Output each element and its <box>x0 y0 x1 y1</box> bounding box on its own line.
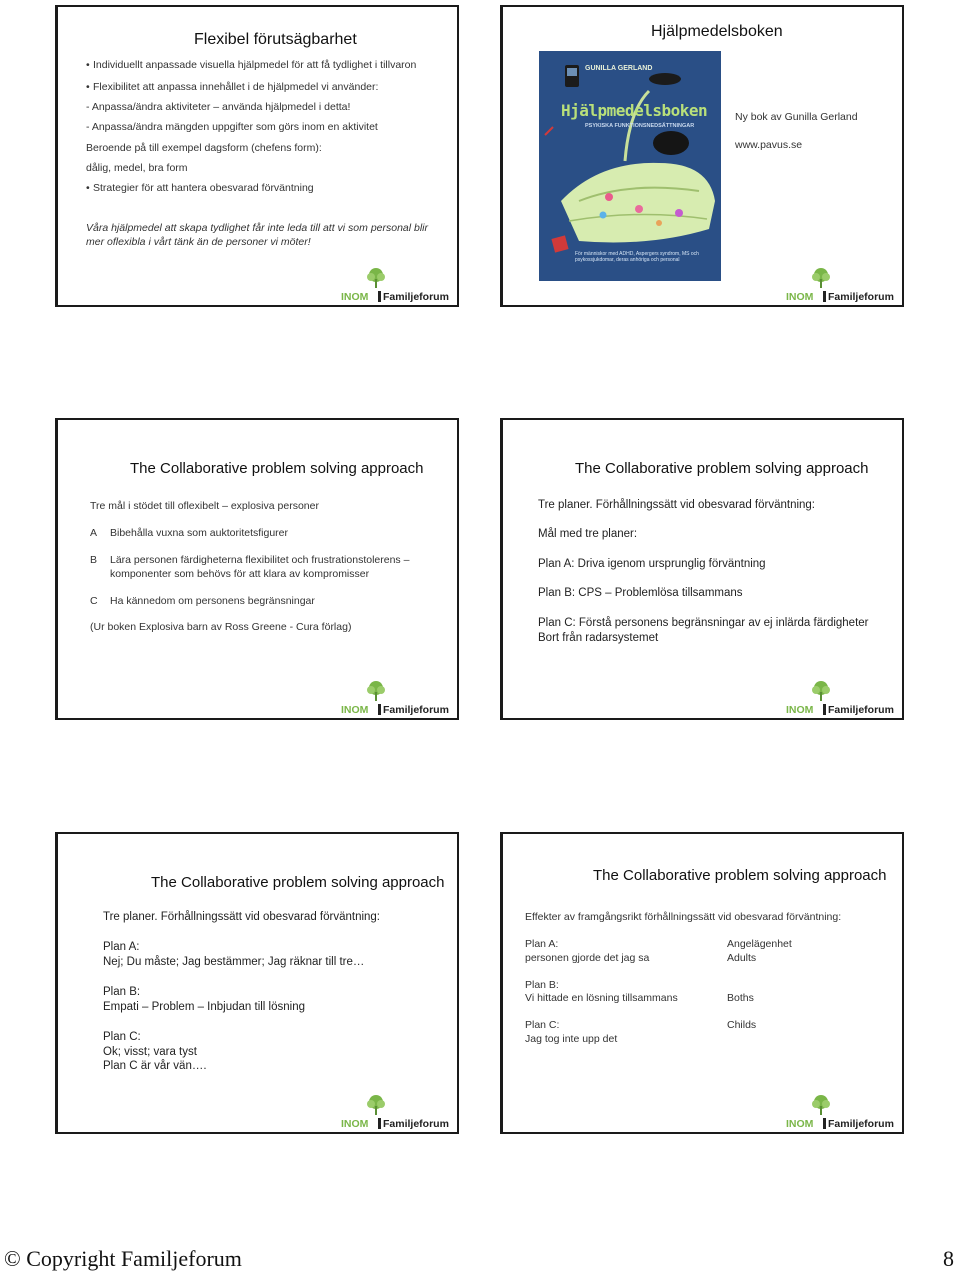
italic-note: Våra hjälpmedel att skapa tydlighet får inte leda till att vi som personal blir <box>86 222 429 234</box>
tree-icon <box>365 680 387 702</box>
tree-icon <box>810 1094 832 1116</box>
page-number: 8 <box>943 1246 954 1271</box>
body-text: Ny bok av Gunilla Gerland <box>735 111 858 123</box>
logo-familjeforum: Familjeforum <box>383 291 449 303</box>
book-title: Hjälpmedelsboken <box>561 101 708 120</box>
slide-cps-planer-exempel <box>55 832 459 1134</box>
plan-text: Empati – Problem – Inbjudan till lösning <box>103 1001 306 1013</box>
column-header: Angelägenhet <box>727 938 792 950</box>
plan-label: Plan C: <box>525 1019 560 1031</box>
website-text: www.pavus.se <box>735 139 803 151</box>
slide-title: The Collaborative problem solving approach <box>130 460 424 477</box>
logo-inom: INOM <box>341 291 369 303</box>
item-text: Lära personen färdigheterna flexibilitet och frustrationstolerens – <box>110 554 410 566</box>
item-key: A <box>90 527 98 539</box>
body-text: Effekter av framgångsrikt förhållningssätt vid obesvarad förväntning: <box>525 911 842 923</box>
plan-text: Nej; Du måste; Jag bestämmer; Jag räknar till tre… <box>103 956 365 968</box>
body-text: Tre mål i stödet till oflexibelt – explosiva personer <box>90 500 319 512</box>
body-text: Plan B: CPS – Problemlösa tillsammans <box>538 587 743 599</box>
book-cover <box>539 51 721 281</box>
logo-divider <box>823 704 826 715</box>
body-text: dålig, medel, bra form <box>86 162 188 174</box>
book-subtitle: PSYKISKA FUNKTIONSNEDSÄTTNINGAR <box>585 123 695 129</box>
slide-title: The Collaborative problem solving approach <box>575 460 869 477</box>
logo-familjeforum: Familjeforum <box>828 1118 894 1130</box>
item-text: Ha kännedom om personens begränsningar <box>110 595 315 607</box>
logo-familjeforum: Familjeforum <box>828 291 894 303</box>
body-text: Tre planer. Förhållningssätt vid obesvarad förväntning: <box>538 499 816 511</box>
plan-label: Plan B: <box>525 979 559 991</box>
bullet-text: • Flexibilitet att anpassa innehållet i de hjälpmedel vi använder: <box>93 81 378 93</box>
source-text: (Ur boken Explosiva barn av Ross Greene - Cura förlag) <box>90 621 352 633</box>
logo-familjeforum: Familjeforum <box>383 704 449 716</box>
logo-inom: INOM <box>786 291 814 303</box>
plan-text: Vi hittade en lösning tillsammans <box>525 992 678 1004</box>
slide-cps-tre-mal <box>55 418 459 720</box>
plan-label: Plan A: <box>103 941 140 953</box>
familjeforum-logo <box>341 1094 453 1130</box>
familjeforum-logo <box>786 267 898 303</box>
logo-divider <box>823 291 826 302</box>
familjeforum-logo <box>341 680 453 716</box>
logo-divider <box>823 1118 826 1129</box>
logo-familjeforum: Familjeforum <box>383 1118 449 1130</box>
book-blurb: För människor med ADHD, Aspergers syndrom, MS och psykossjukdomar, deras anhöriga och personal <box>575 251 699 263</box>
plan-text: Jag tog inte upp det <box>525 1033 618 1045</box>
logo-divider <box>378 291 381 302</box>
body-text: Plan C: Förstå personens begränsningar av ej inlärda färdigheter <box>538 617 869 629</box>
slide-flexibel-forutsagbarhet <box>55 5 459 307</box>
plan-text: Plan C är vår vän…. <box>103 1060 207 1072</box>
column-value: Boths <box>727 992 754 1004</box>
column-value: Childs <box>727 1019 757 1031</box>
body-text: Tre planer. Förhållningssätt vid obesvarad förväntning: <box>103 911 381 923</box>
body-text: Beroende på till exempel dagsform (chefens form): <box>86 142 322 154</box>
plan-label: Plan C: <box>103 1031 141 1043</box>
plan-label: Plan B: <box>103 986 141 998</box>
item-text: komponenter som behövs för att klara av kompromisser <box>110 568 370 580</box>
body-text: Mål med tre planer: <box>538 528 638 540</box>
tree-icon <box>810 680 832 702</box>
body-text: - Anpassa/ändra aktiviteter – använda hjälpmedel i detta! <box>86 101 351 113</box>
book-cover-illustration <box>539 51 721 281</box>
item-text: Bibehålla vuxna som auktoritetsfigurer <box>110 527 289 539</box>
bullet-text: • Individuellt anpassade visuella hjälpmedel för att få tydlighet i tillvaron <box>93 59 416 71</box>
familjeforum-logo <box>341 267 453 303</box>
logo-inom: INOM <box>341 704 369 716</box>
slide-hjalpmedelsboken <box>500 5 904 307</box>
copyright-footer: © Copyright Familjeforum <box>4 1246 242 1271</box>
slide-cps-effekter <box>500 832 904 1134</box>
plan-label: Plan A: <box>525 938 559 950</box>
tree-icon <box>365 1094 387 1116</box>
bullet-text: • Strategier för att hantera obesvarad förväntning <box>93 182 314 194</box>
familjeforum-logo <box>786 1094 898 1130</box>
slide-cps-tre-planer <box>500 418 904 720</box>
tree-icon <box>810 267 832 289</box>
plan-text: personen gjorde det jag sa <box>525 952 650 964</box>
slide-title: The Collaborative problem solving approach <box>593 867 887 884</box>
column-value: Adults <box>727 952 757 964</box>
logo-familjeforum: Familjeforum <box>828 704 894 716</box>
item-key: B <box>90 554 98 566</box>
logo-inom: INOM <box>786 704 814 716</box>
book-author: GUNILLA GERLAND <box>585 65 653 72</box>
logo-divider <box>378 1118 381 1129</box>
tree-icon <box>365 267 387 289</box>
item-key: C <box>90 595 98 607</box>
body-text: Bort från radarsystemet <box>538 632 659 644</box>
plan-text: Ok; visst; vara tyst <box>103 1046 197 1058</box>
slide-title: Flexibel förutsägbarhet <box>194 31 357 48</box>
slide-title: The Collaborative problem solving approach <box>151 874 445 891</box>
italic-note: mer oflexibla i vårt tänk än de personer vi möter! <box>86 236 311 248</box>
familjeforum-logo <box>786 680 898 716</box>
logo-inom: INOM <box>341 1118 369 1130</box>
slide-title: Hjälpmedelsboken <box>651 23 783 40</box>
body-text: Plan A: Driva igenom ursprunglig förväntning <box>538 558 766 570</box>
logo-inom: INOM <box>786 1118 814 1130</box>
body-text: - Anpassa/ändra mängden uppgifter som görs inom en aktivitet <box>86 121 378 133</box>
logo-divider <box>378 704 381 715</box>
